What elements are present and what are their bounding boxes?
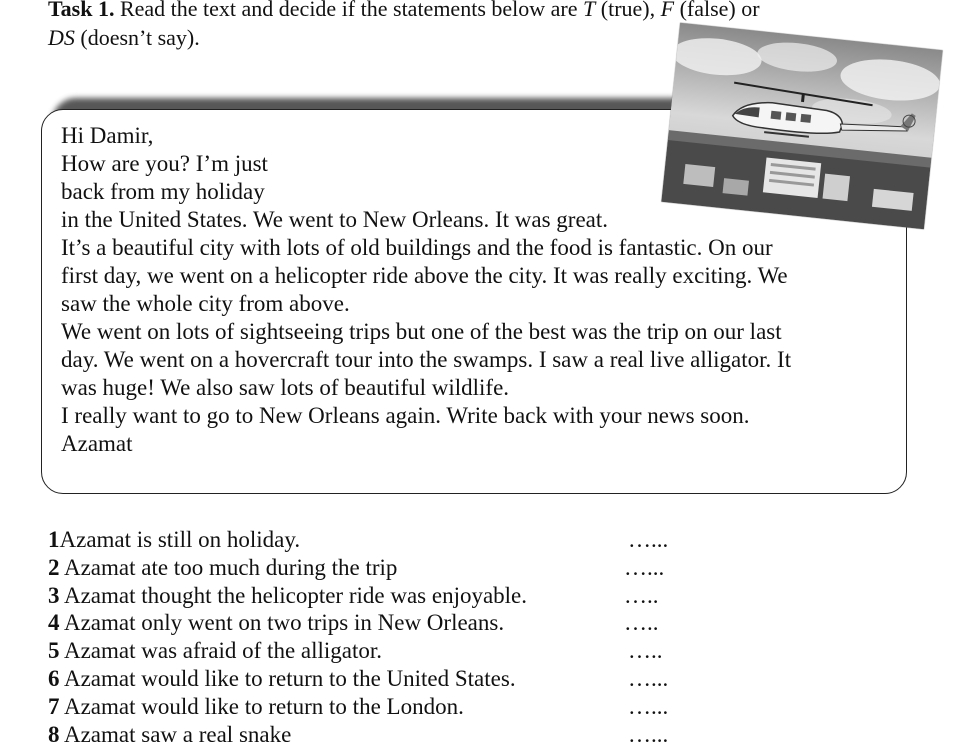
answer-blank[interactable]: …..	[624, 610, 659, 636]
letter-line: We went on lots of sightseeing trips but one of the best was the trip on our last	[61, 319, 782, 344]
statement-text: Azamat would like to return to the London.	[59, 693, 464, 719]
statement-text: Azamat thought the helicopter ride was enjoyable.	[59, 582, 528, 608]
letter-line: first day, we went on a helicopter ride above the city. It was really exciting. We	[61, 263, 788, 288]
answer-blank[interactable]: …...	[628, 721, 669, 747]
false-letter: F	[660, 0, 675, 21]
ds-letter: DS	[48, 25, 75, 50]
letter-line: I really want to go to New Orleans again. Write back with your news soon.	[61, 403, 750, 428]
statement-list	[48, 526, 688, 748]
statement-item	[48, 582, 688, 610]
statement-text: Azamat would like to return to the United States.	[59, 665, 516, 691]
answer-blank[interactable]: …..	[624, 582, 659, 608]
helicopter-icon	[661, 23, 942, 230]
answer-blank[interactable]: …...	[628, 527, 669, 552]
statement-number: 8	[48, 721, 60, 747]
false-meaning: (false) or	[674, 0, 760, 21]
true-meaning: (true),	[595, 0, 661, 21]
letter-line: day. We went on a hovercraft tour into the swamps. I saw a real live alligator. It	[61, 347, 792, 372]
statement-number: 6	[48, 665, 60, 691]
statement-item	[48, 609, 688, 637]
statement-item	[48, 554, 688, 582]
answer-blank[interactable]: …..	[628, 638, 663, 664]
letter-line: saw the whole city from above.	[61, 291, 350, 316]
answer-blank[interactable]: …...	[628, 665, 669, 691]
answer-blank[interactable]: …...	[628, 693, 669, 719]
statement-item	[48, 526, 688, 554]
letter-line: Hi Damir,	[61, 123, 154, 148]
statement-item	[48, 637, 688, 665]
statement-number: 1	[48, 527, 60, 552]
true-letter: T	[583, 0, 596, 21]
statement-text: Azamat is still on holiday.	[59, 527, 301, 552]
letter-line: was huge! We also saw lots of beautiful wildlife.	[61, 375, 510, 400]
statement-number: 7	[48, 693, 60, 719]
statement-item	[48, 665, 688, 693]
letter-line: Azamat	[61, 431, 133, 456]
letter-line: back from my holiday	[61, 179, 265, 204]
statement-number: 2	[48, 554, 60, 580]
statement-text: Azamat only went on two trips in New Orleans.	[59, 610, 505, 636]
statement-item	[48, 693, 688, 721]
answer-blank[interactable]: …...	[624, 554, 665, 580]
statement-number: 3	[48, 582, 60, 608]
letter-line: in the United States. We went to New Orleans. It was great.	[61, 207, 609, 232]
statement-text: Azamat was afraid of the alligator.	[59, 638, 383, 664]
statement-item	[48, 721, 688, 748]
statement-text: Azamat ate too much during the trip	[59, 554, 398, 580]
letter-line: How are you? I’m just	[61, 151, 268, 176]
helicopter-photo	[661, 23, 942, 230]
statement-text: Azamat saw a real snake	[59, 721, 292, 747]
ds-meaning: (doesn’t say).	[74, 25, 200, 50]
task-text: Read the text and decide if the statements below are	[114, 0, 583, 21]
statement-number: 5	[48, 638, 60, 664]
letter-line: It’s a beautiful city with lots of old buildings and the food is fantastic. On our	[61, 235, 773, 260]
statement-number: 4	[48, 610, 60, 636]
task-label: Task 1.	[48, 0, 115, 21]
